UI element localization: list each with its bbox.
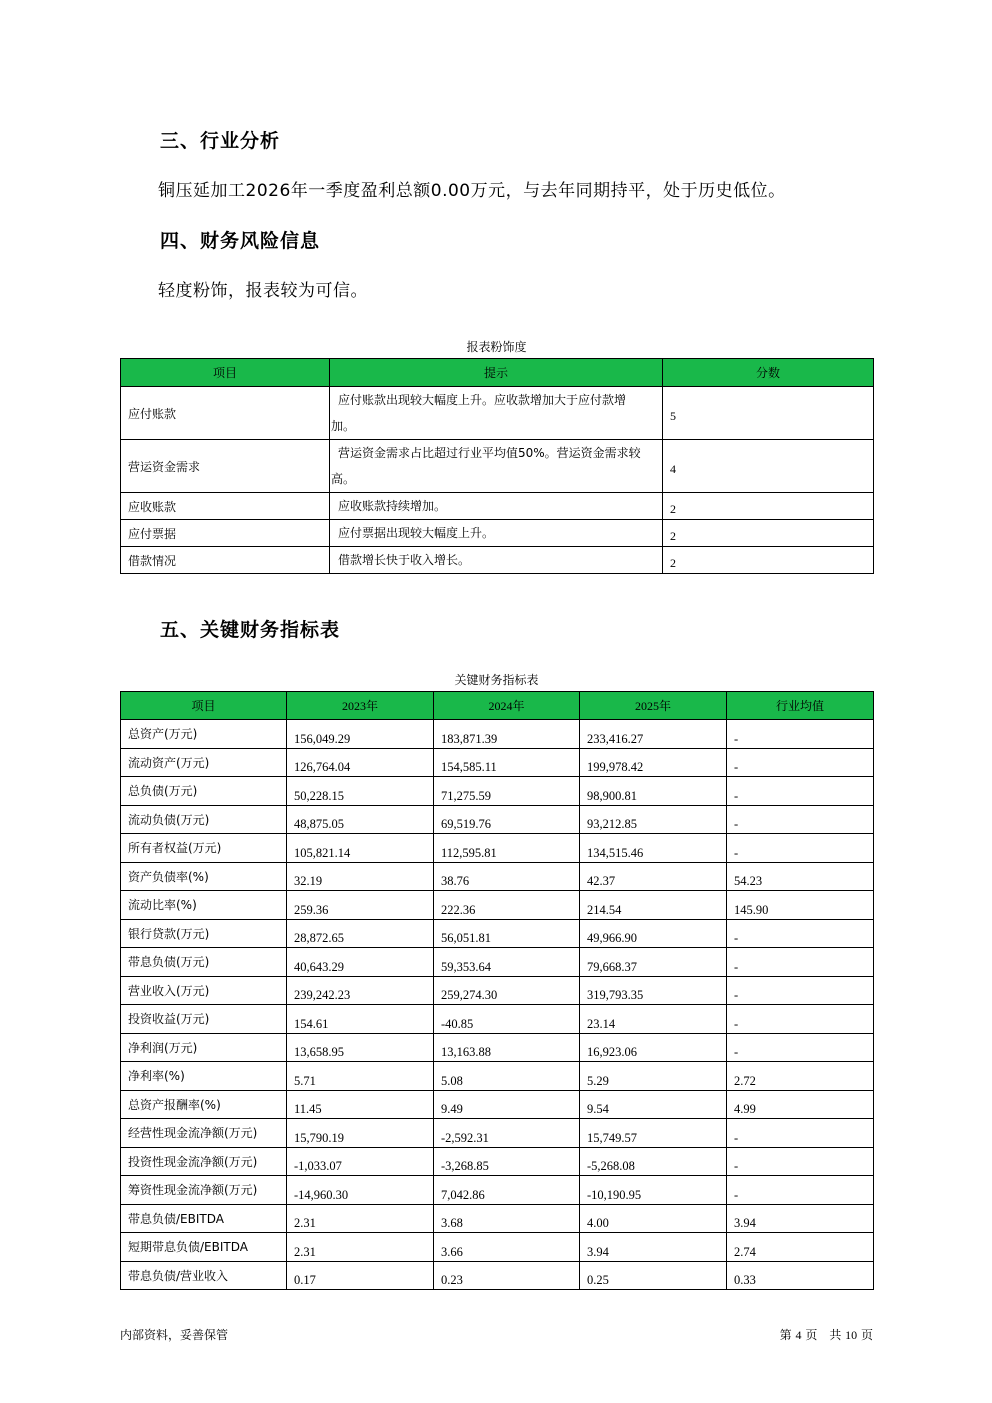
fin-col-2025: 2025年 xyxy=(580,692,727,720)
risk-hint xyxy=(330,387,663,440)
fin-table-row xyxy=(121,1033,874,1062)
key-financial-table xyxy=(120,691,874,1290)
risk-col-item: 项目 xyxy=(121,359,330,387)
fin-col-industry-avg: 行业均值 xyxy=(727,692,874,720)
fin-industry-avg: - xyxy=(727,919,874,948)
fin-industry-avg: 3.94 xyxy=(727,1204,874,1233)
fin-2025: 319,793.35 xyxy=(580,976,727,1005)
fin-2025: 23.14 xyxy=(580,1005,727,1034)
fin-2023: 5.71 xyxy=(287,1062,434,1091)
fin-2025: 214.54 xyxy=(580,891,727,920)
fin-2023: 126,764.04 xyxy=(287,748,434,777)
fin-item: 总负债(万元) xyxy=(121,777,287,806)
fin-table-row xyxy=(121,1119,874,1148)
risk-hint-line: 应收账款持续增加。 xyxy=(338,499,447,513)
fin-industry-avg: 2.74 xyxy=(727,1233,874,1262)
fin-2024: 183,871.39 xyxy=(434,720,580,749)
fin-2024: 7,042.86 xyxy=(434,1176,580,1205)
fin-2023: 50,228.15 xyxy=(287,777,434,806)
fin-2023: 28,872.65 xyxy=(287,919,434,948)
fin-2025: 0.25 xyxy=(580,1261,727,1290)
fin-2024: 222.36 xyxy=(434,891,580,920)
fin-table-row xyxy=(121,1176,874,1205)
fin-2024: 56,051.81 xyxy=(434,919,580,948)
fin-item: 投资收益(万元) xyxy=(121,1005,287,1034)
risk-table xyxy=(120,358,874,574)
fin-industry-avg: 4.99 xyxy=(727,1090,874,1119)
fin-item: 带息负债/营业收入 xyxy=(121,1261,287,1290)
risk-hint xyxy=(330,493,663,520)
fin-table-header-row xyxy=(121,692,874,720)
fin-item: 经营性现金流净额(万元) xyxy=(121,1119,287,1148)
fin-item: 营业收入(万元) xyxy=(121,976,287,1005)
risk-hint xyxy=(330,547,663,574)
page-total: 10 xyxy=(845,1328,858,1342)
risk-score: 4 xyxy=(663,440,874,493)
fin-item: 银行贷款(万元) xyxy=(121,919,287,948)
footer-confidential: 内部资料，妥善保管 xyxy=(120,1328,229,1342)
fin-2025: 16,923.06 xyxy=(580,1033,727,1062)
fin-table-row xyxy=(121,1147,874,1176)
fin-table-row xyxy=(121,948,874,977)
page-suffix: 页 xyxy=(860,1328,873,1342)
fin-2024: 112,595.81 xyxy=(434,834,580,863)
fin-2025: -5,268.08 xyxy=(580,1147,727,1176)
risk-item: 应付账款 xyxy=(121,387,330,440)
fin-table-row xyxy=(121,862,874,891)
fin-2023: 15,790.19 xyxy=(287,1119,434,1148)
fin-industry-avg: - xyxy=(727,1176,874,1205)
page-prefix: 第 xyxy=(779,1328,792,1342)
fin-table-row xyxy=(121,1090,874,1119)
fin-table-row xyxy=(121,1204,874,1233)
fin-table-row xyxy=(121,1005,874,1034)
fin-2024: 71,275.59 xyxy=(434,777,580,806)
fin-2025: 4.00 xyxy=(580,1204,727,1233)
fin-table-row xyxy=(121,1062,874,1091)
risk-col-hint: 提示 xyxy=(330,359,663,387)
page-indicator xyxy=(760,1326,873,1343)
fin-item: 短期带息负债/EBITDA xyxy=(121,1233,287,1262)
fin-2023: 239,242.23 xyxy=(287,976,434,1005)
risk-hint-line: 借款增长快于收入增长。 xyxy=(338,553,471,567)
fin-2024: 154,585.11 xyxy=(434,748,580,777)
fin-industry-avg: 0.33 xyxy=(727,1261,874,1290)
fin-2023: 156,049.29 xyxy=(287,720,434,749)
fin-2023: -1,033.07 xyxy=(287,1147,434,1176)
fin-2023: 2.31 xyxy=(287,1233,434,1262)
fin-industry-avg: - xyxy=(727,777,874,806)
fin-col-2023: 2023年 xyxy=(287,692,434,720)
fin-2025: 79,668.37 xyxy=(580,948,727,977)
fin-table-row xyxy=(121,1261,874,1290)
risk-table-row xyxy=(121,520,874,547)
fin-2025: 9.54 xyxy=(580,1090,727,1119)
fin-2024: 38.76 xyxy=(434,862,580,891)
fin-item: 所有者权益(万元) xyxy=(121,834,287,863)
fin-2025: 42.37 xyxy=(580,862,727,891)
fin-2023: 105,821.14 xyxy=(287,834,434,863)
fin-table-row xyxy=(121,919,874,948)
fin-industry-avg: 145.90 xyxy=(727,891,874,920)
fin-2023: 0.17 xyxy=(287,1261,434,1290)
fin-col-2024: 2024年 xyxy=(434,692,580,720)
fin-2025: 93,212.85 xyxy=(580,805,727,834)
fin-2025: 15,749.57 xyxy=(580,1119,727,1148)
fin-2025: 233,416.27 xyxy=(580,720,727,749)
fin-2025: 3.94 xyxy=(580,1233,727,1262)
fin-table-row xyxy=(121,805,874,834)
fin-2023: 40,643.29 xyxy=(287,948,434,977)
page-current: 4 xyxy=(795,1328,802,1342)
fin-table-caption: 关键财务指标表 xyxy=(454,673,539,687)
fin-2023: 32.19 xyxy=(287,862,434,891)
fin-industry-avg: 54.23 xyxy=(727,862,874,891)
fin-2024: -3,268.85 xyxy=(434,1147,580,1176)
industry-analysis-text: 铜压延加工2026年一季度盈利总额0.00万元，与去年同期持平，处于历史低位。 xyxy=(158,181,786,201)
fin-item: 资产负债率(%) xyxy=(121,862,287,891)
risk-hint-line: 应付账款出现较大幅度上升。应收款增加大于应付款增 xyxy=(338,393,627,407)
fin-2023: 2.31 xyxy=(287,1204,434,1233)
fin-item: 净利润(万元) xyxy=(121,1033,287,1062)
fin-industry-avg: - xyxy=(727,748,874,777)
fin-industry-avg: - xyxy=(727,805,874,834)
fin-table-row xyxy=(121,891,874,920)
section-heading-key-metrics: 五、关键财务指标表 xyxy=(160,619,341,641)
fin-industry-avg: - xyxy=(727,1005,874,1034)
risk-table-header-row xyxy=(121,359,874,387)
fin-2025: 5.29 xyxy=(580,1062,727,1091)
risk-hint-line-2: 高。 xyxy=(331,472,356,486)
risk-item: 应付票据 xyxy=(121,520,330,547)
fin-industry-avg: - xyxy=(727,720,874,749)
fin-2024: 59,353.64 xyxy=(434,948,580,977)
fin-2023: 154.61 xyxy=(287,1005,434,1034)
fin-col-item: 项目 xyxy=(121,692,287,720)
fin-industry-avg: - xyxy=(727,976,874,1005)
risk-hint-line: 营运资金需求占比超过行业平均值50%。营运资金需求较 xyxy=(338,446,641,460)
fin-table-row xyxy=(121,1233,874,1262)
risk-hint-line-2: 加。 xyxy=(331,419,356,433)
risk-col-score: 分数 xyxy=(663,359,874,387)
section-heading-industry: 三、行业分析 xyxy=(160,130,281,152)
risk-hint xyxy=(330,520,663,547)
fin-2024: 0.23 xyxy=(434,1261,580,1290)
fin-industry-avg: - xyxy=(727,834,874,863)
fin-2023: 48,875.05 xyxy=(287,805,434,834)
fin-item: 总资产(万元) xyxy=(121,720,287,749)
fin-2023: 259.36 xyxy=(287,891,434,920)
fin-2024: 259,274.30 xyxy=(434,976,580,1005)
fin-2024: 3.66 xyxy=(434,1233,580,1262)
fin-table-row xyxy=(121,834,874,863)
fin-item: 投资性现金流净额(万元) xyxy=(121,1147,287,1176)
fin-2024: 5.08 xyxy=(434,1062,580,1091)
risk-table-row xyxy=(121,493,874,520)
risk-item: 借款情况 xyxy=(121,547,330,574)
fin-item: 净利率(%) xyxy=(121,1062,287,1091)
risk-score: 2 xyxy=(663,520,874,547)
fin-2023: 11.45 xyxy=(287,1090,434,1119)
risk-table-row xyxy=(121,440,874,493)
fin-industry-avg: - xyxy=(727,948,874,977)
fin-2024: -2,592.31 xyxy=(434,1119,580,1148)
fin-item: 总资产报酬率(%) xyxy=(121,1090,287,1119)
fin-2024: 3.68 xyxy=(434,1204,580,1233)
risk-table-row xyxy=(121,547,874,574)
fin-2025: 199,978.42 xyxy=(580,748,727,777)
fin-2025: -10,190.95 xyxy=(580,1176,727,1205)
fin-2024: -40.85 xyxy=(434,1005,580,1034)
risk-item: 应收账款 xyxy=(121,493,330,520)
fin-industry-avg: 2.72 xyxy=(727,1062,874,1091)
risk-score: 2 xyxy=(663,493,874,520)
fin-table-row xyxy=(121,748,874,777)
section-heading-risk: 四、财务风险信息 xyxy=(160,230,321,252)
fin-2025: 49,966.90 xyxy=(580,919,727,948)
fin-table-row xyxy=(121,720,874,749)
risk-table-caption: 报表粉饰度 xyxy=(466,340,527,354)
fin-table-row xyxy=(121,777,874,806)
fin-2025: 134,515.46 xyxy=(580,834,727,863)
fin-table-row xyxy=(121,976,874,1005)
risk-hint xyxy=(330,440,663,493)
fin-industry-avg: - xyxy=(727,1147,874,1176)
fin-2024: 9.49 xyxy=(434,1090,580,1119)
fin-item: 流动比率(%) xyxy=(121,891,287,920)
fin-item: 流动负债(万元) xyxy=(121,805,287,834)
fin-industry-avg: - xyxy=(727,1033,874,1062)
risk-table-row xyxy=(121,387,874,440)
fin-2023: 13,658.95 xyxy=(287,1033,434,1062)
risk-score: 2 xyxy=(663,547,874,574)
fin-item: 筹资性现金流净额(万元) xyxy=(121,1176,287,1205)
risk-summary-text: 轻度粉饰，报表较为可信。 xyxy=(158,281,368,301)
risk-hint-line: 应付票据出现较大幅度上升。 xyxy=(338,526,495,540)
fin-item: 流动资产(万元) xyxy=(121,748,287,777)
fin-industry-avg: - xyxy=(727,1119,874,1148)
fin-2024: 13,163.88 xyxy=(434,1033,580,1062)
risk-score: 5 xyxy=(663,387,874,440)
risk-item: 营运资金需求 xyxy=(121,440,330,493)
fin-2025: 98,900.81 xyxy=(580,777,727,806)
fin-2023: -14,960.30 xyxy=(287,1176,434,1205)
fin-item: 带息负债/EBITDA xyxy=(121,1204,287,1233)
page-mid: 页 共 xyxy=(805,1328,842,1342)
fin-2024: 69,519.76 xyxy=(434,805,580,834)
fin-item: 带息负债(万元) xyxy=(121,948,287,977)
